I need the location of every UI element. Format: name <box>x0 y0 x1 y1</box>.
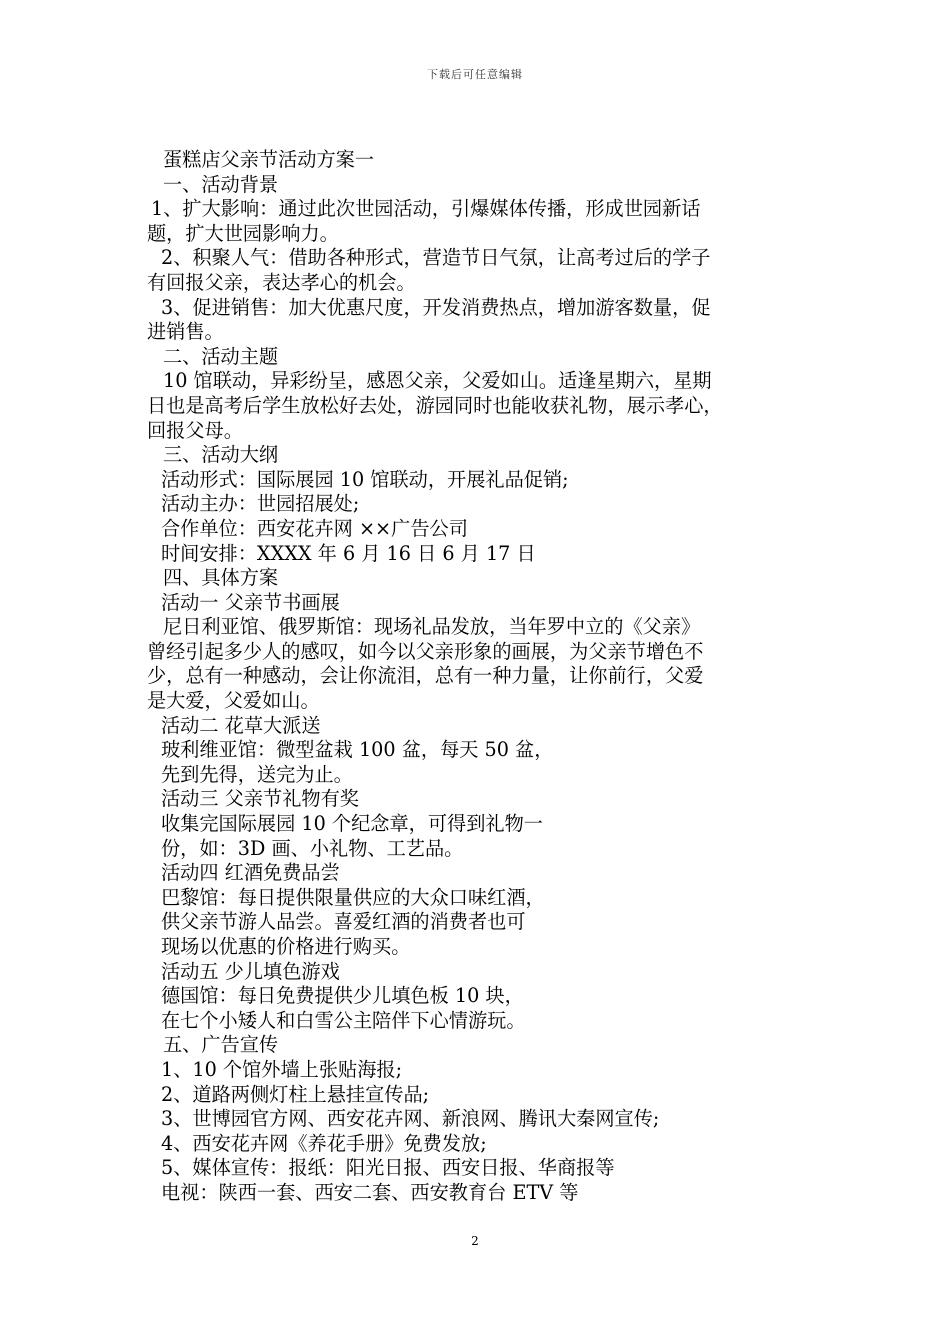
paragraph-line: 尼日利亚馆、俄罗斯馆：现场礼品发放，当年罗中立的《父亲》 <box>163 615 701 639</box>
paragraph-line: 是大爱，父爱如山。 <box>147 689 320 713</box>
paragraph-line: 题，扩大世园影响力。 <box>147 221 339 245</box>
paragraph-line: 合作单位：西安花卉网 ××广告公司 <box>161 516 468 540</box>
document-title: 蛋糕店父亲节活动方案一 <box>163 148 375 171</box>
paragraph-line: 巴黎馆：每日提供限量供应的大众口味红酒， <box>161 885 545 909</box>
list-item: 1、10 个馆外墙上张贴海报; <box>161 1057 403 1081</box>
page-header: 下载后可任意编辑 <box>427 68 523 81</box>
paragraph-line: 3、促进销售：加大优惠尺度，开发消费热点，增加游客数量，促 <box>161 295 711 319</box>
section-heading: 二、活动主题 <box>163 344 279 368</box>
activity-heading: 活动二 花草大派送 <box>161 713 321 737</box>
paragraph-line: 德国馆：每日免费提供少儿填色板 10 块， <box>161 984 524 1008</box>
paragraph-line: 先到先得，送完为止。 <box>161 762 353 786</box>
paragraph-line: 电视：陕西一套、西安二套、西安教育台 ETV 等 <box>161 1180 579 1204</box>
document-body <box>147 148 812 1206</box>
paragraph-line: 现场以优惠的价格进行购买。 <box>161 935 411 958</box>
section-heading: 一、活动背景 <box>163 172 279 196</box>
paragraph-line: 回报父母。 <box>147 418 243 442</box>
paragraph-line: 活动主办：世园招展处; <box>161 492 360 516</box>
page-number: 2 <box>471 1234 479 1248</box>
list-item: 4、西安花卉网《养花手册》免费发放; <box>161 1131 487 1155</box>
list-item: 2、道路两侧灯柱上悬挂宣传品; <box>161 1082 430 1106</box>
activity-heading: 活动五 少儿填色游戏 <box>161 959 340 983</box>
section-heading: 五、广告宣传 <box>163 1033 279 1057</box>
paragraph-line: 曾经引起多少人的感叹，如今以父亲形象的画展，为父亲节增色不 <box>147 639 704 663</box>
paragraph-line: 在七个小矮人和白雪公主陪伴下心情游玩。 <box>161 1008 526 1032</box>
paragraph-line: 供父亲节游人品尝。喜爱红酒的消费者也可 <box>161 910 526 934</box>
paragraph-line: 10 馆联动，异彩纷呈，感恩父亲，父爱如山。适逢星期六，星期 <box>163 369 712 393</box>
list-item: 3、世博园官方网、西安花卉网、新浪网、腾讯大秦网宣传; <box>161 1107 660 1131</box>
activity-heading: 活动一 父亲节书画展 <box>161 590 340 614</box>
paragraph-line: 2、积聚人气：借助各种形式，营造节日气氛，让高考过后的学子 <box>161 246 711 270</box>
section-heading: 三、活动大纲 <box>163 443 279 467</box>
paragraph-line: 活动形式：国际展园 10 馆联动，开展礼品促销; <box>161 467 569 491</box>
section-heading: 四、具体方案 <box>163 566 279 590</box>
paragraph-line: 1、扩大影响：通过此次世园活动，引爆媒体传播，形成世园新话 <box>151 197 701 221</box>
paragraph-line: 进销售。 <box>147 320 224 344</box>
paragraph-line: 份，如：3D 画、小礼物、工艺品。 <box>161 836 464 860</box>
paragraph-line: 收集完国际展园 10 个纪念章，可得到礼物一 <box>161 812 543 836</box>
activity-heading: 活动三 父亲节礼物有奖 <box>161 787 359 811</box>
paragraph-line: 日也是高考后学生放松好去处，游园同时也能收获礼物，展示孝心， <box>147 393 723 417</box>
paragraph-line: 时间安排：XXXX 年 6 月 16 日 6 月 17 日 <box>161 541 536 565</box>
paragraph-line: 少，总有一种感动，会让你流泪，总有一种力量，让你前行，父爱 <box>147 664 704 688</box>
activity-heading: 活动四 红酒免费品尝 <box>161 861 340 885</box>
paragraph-line: 玻利维亚馆：微型盆栽 100 盆，每天 50 盆， <box>161 738 554 762</box>
list-item: 5、媒体宣传：报纸：阳光日报、西安日报、华商报等 <box>161 1156 615 1180</box>
paragraph-line: 有回报父亲，表达孝心的机会。 <box>147 270 416 294</box>
